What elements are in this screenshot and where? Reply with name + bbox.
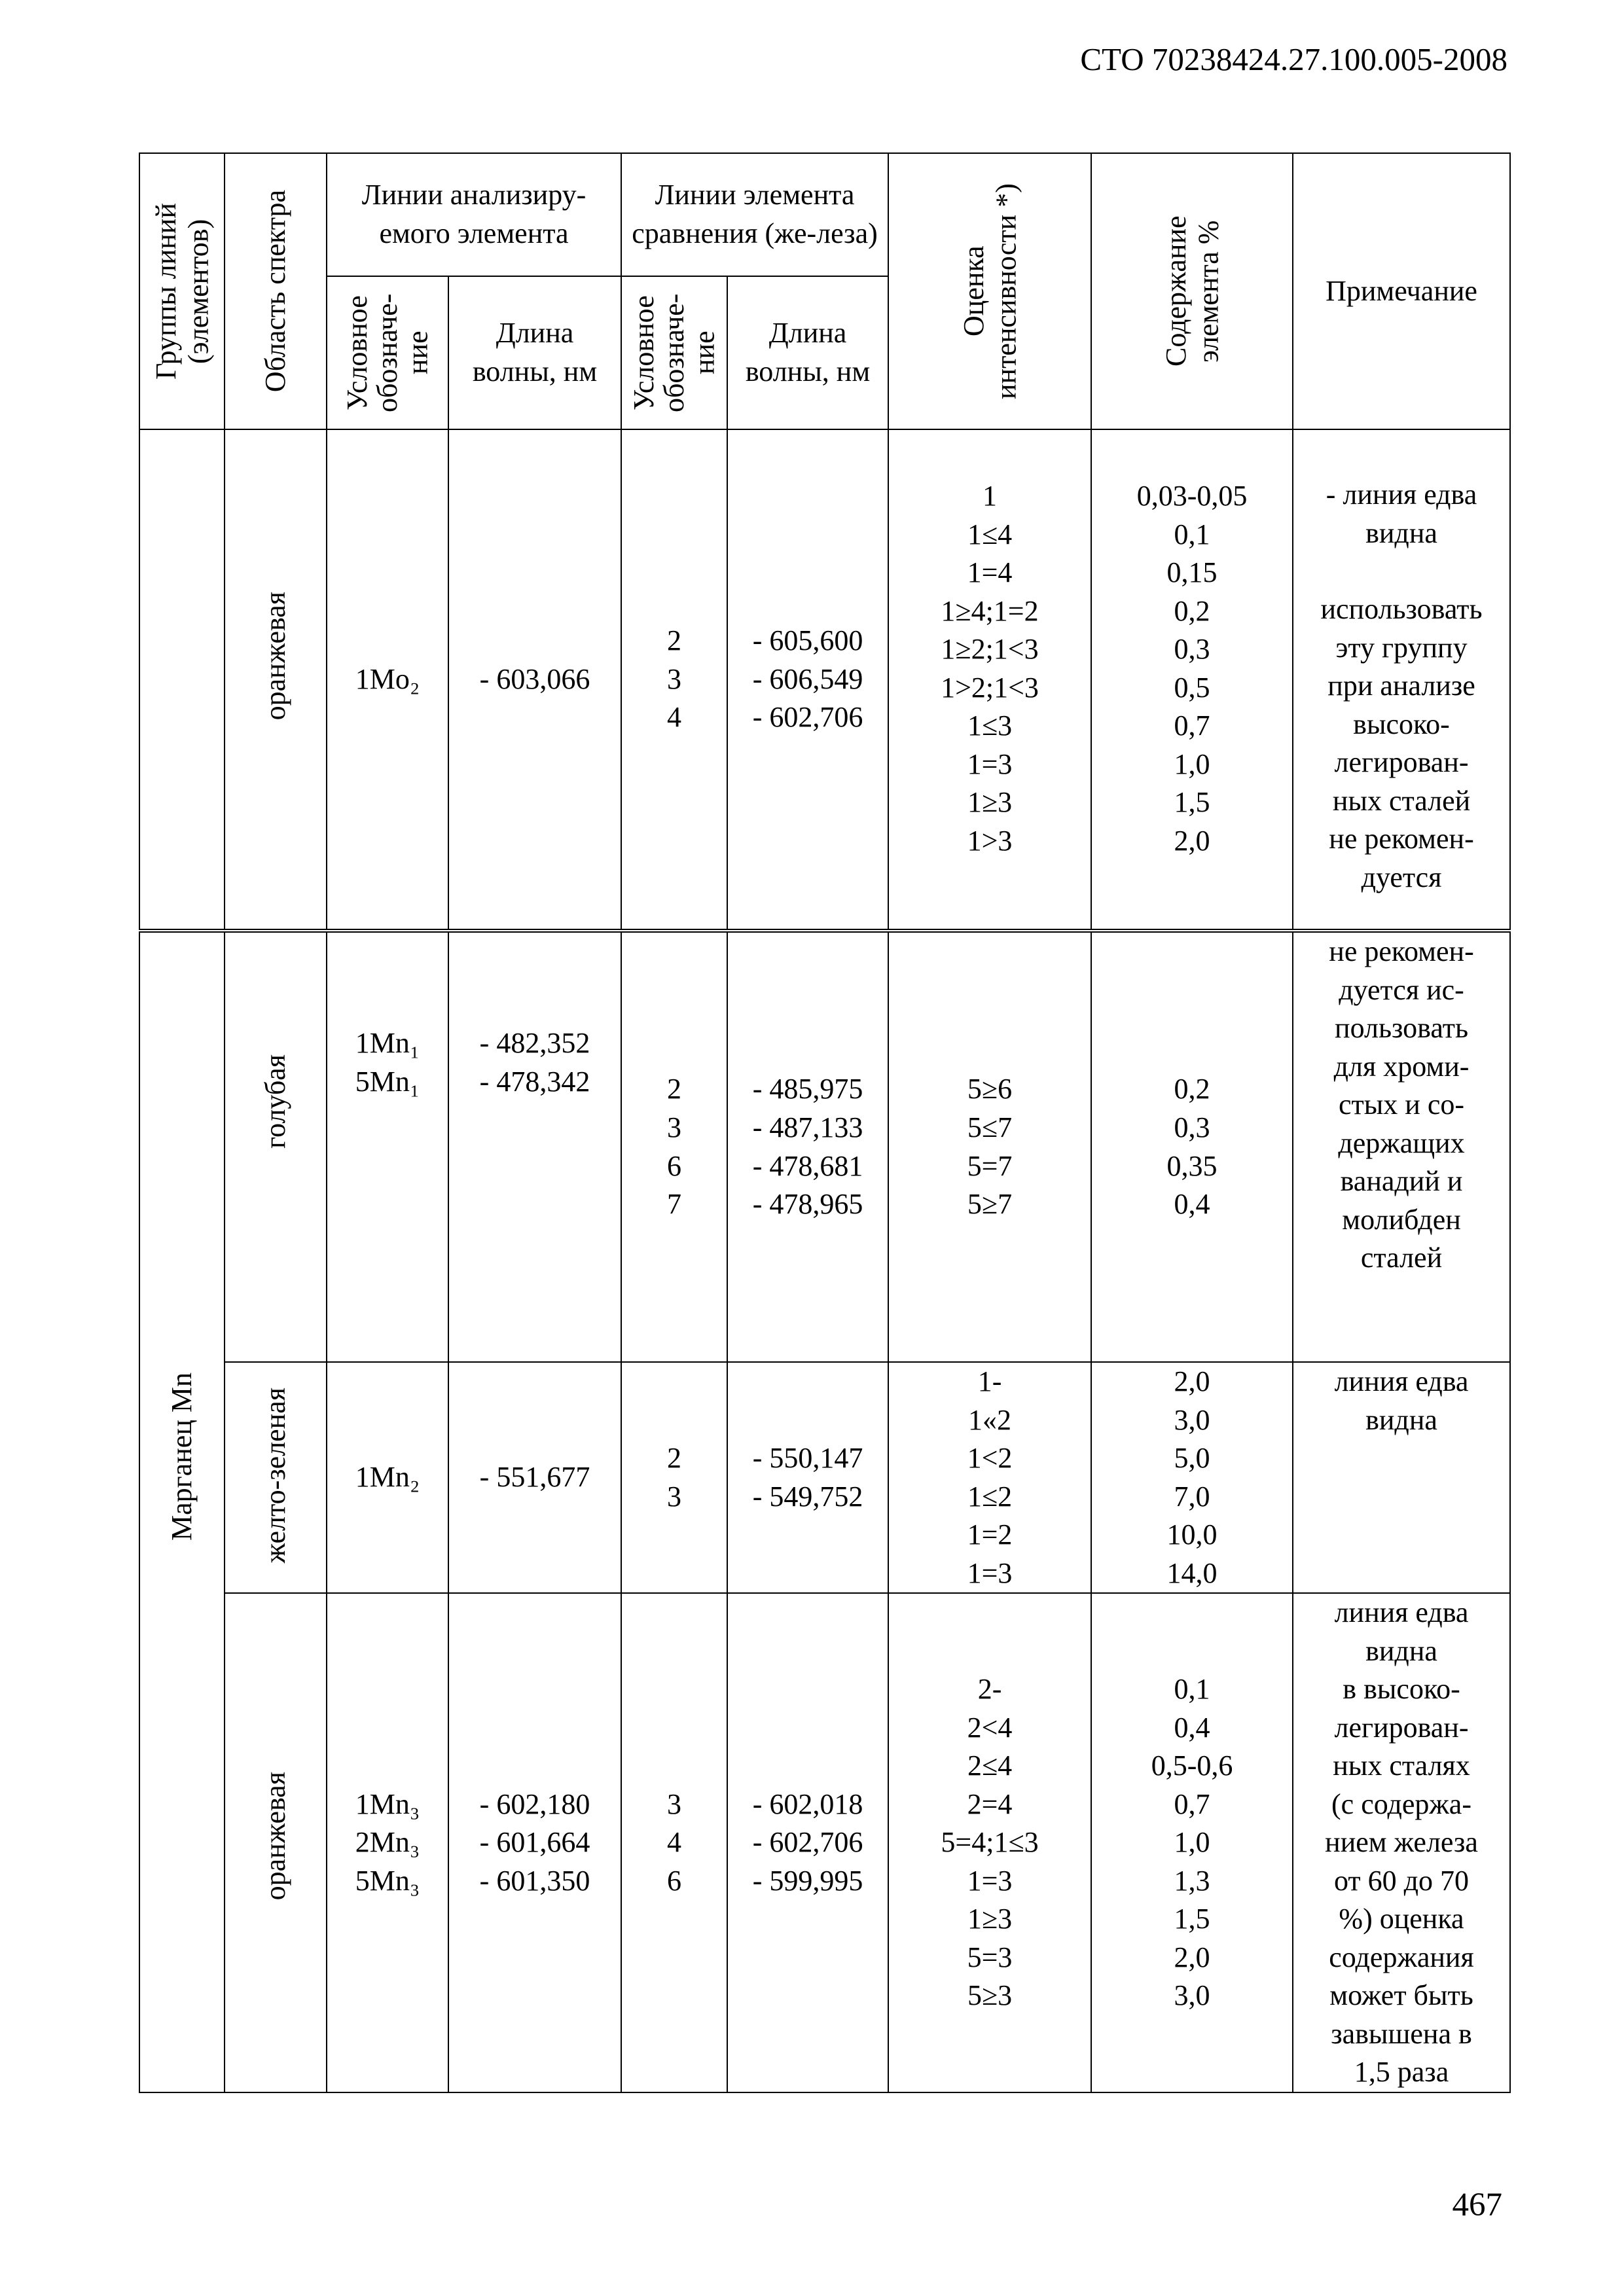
group-cell-manganese: Марганец Mn (139, 931, 225, 2092)
spectral-lines-table (139, 152, 1511, 2093)
designation-cell: 1Mo₂ (327, 429, 448, 931)
header-wavelength-analyzed: Длина волны, нм (448, 276, 621, 429)
group-cell-empty (139, 429, 225, 931)
intensity-cell: 1- 1«2 1<2 1≤2 1=2 1=3 (888, 1362, 1091, 1593)
table-row (139, 1593, 1510, 2092)
designation-cell: 1Mn₁ 5Mn₁ (327, 931, 448, 1362)
designation-cell: 1Mn₃ 2Mn₃ 5Mn₃ (327, 1593, 448, 2092)
comp-wavelength-cell: - 485,975 - 487,133 - 478,681 - 478,965 (727, 931, 888, 1362)
header-note: Примечание (1293, 153, 1510, 429)
comp-wavelength-cell: - 605,600 - 606,549 - 602,706 (727, 429, 888, 931)
header-group: Группы линий (элементов) (139, 153, 225, 429)
content-cell: 0,03-0,05 0,1 0,15 0,2 0,3 0,5 0,7 1,0 1,5 2,0 (1091, 429, 1293, 931)
wavelength-cell: - 551,677 (448, 1362, 621, 1593)
region-cell: желто-зеленая (225, 1362, 327, 1593)
note-cell: линия едва видна (1293, 1362, 1510, 1593)
table-row (139, 931, 1510, 1362)
header-designation: Условное обозначе-ние (327, 276, 448, 429)
comp-wavelength-cell: - 550,147 - 549,752 (727, 1362, 888, 1593)
intensity-cell: 5≥6 5≤7 5=7 5≥7 (888, 931, 1091, 1362)
wavelength-cell: - 603,066 (448, 429, 621, 931)
header-comparison-lines: Линии элемента сравнения (же-леза) (621, 153, 888, 276)
region-cell: оранжевая (225, 429, 327, 931)
content-cell: 0,1 0,4 0,5-0,6 0,7 1,0 1,3 1,5 2,0 3,0 (1091, 1593, 1293, 2092)
designation-cell: 1Mn₂ (327, 1362, 448, 1593)
header-designation-2: Условное обозначе-ние (621, 276, 727, 429)
comp-designation-cell: 2 3 4 (621, 429, 727, 931)
note-cell: линия едва видна в высоко- легирован- ных сталях (с содержа- нием железа от 60 до 70 %) оценка содержания может быть завышена в 1,5 раза (1293, 1593, 1510, 2092)
document-code: СТО 70238424.27.100.005-2008 (1080, 41, 1507, 77)
wavelength-cell: - 602,180 - 601,664 - 601,350 (448, 1593, 621, 2092)
header-analyzed-lines: Линии анализиру-емого элемента (327, 153, 621, 276)
content-cell: 2,0 3,0 5,0 7,0 10,0 14,0 (1091, 1362, 1293, 1593)
wavelength-cell: - 482,352 - 478,342 (448, 931, 621, 1362)
intensity-cell: 2- 2<4 2≤4 2=4 5=4;1≤3 1=3 1≥3 5=3 5≥3 (888, 1593, 1091, 2092)
header-content: Содержание элемента % (1091, 153, 1293, 429)
table-row (139, 1362, 1510, 1593)
note-cell: не рекомен- дуется ис- пользовать для хроми- стых и со- держащих ванадий и молибден сталей (1293, 931, 1510, 1362)
header-intensity: Оценка интенсивности *) (888, 153, 1091, 429)
header-region: Область спектра (225, 153, 327, 429)
page-number: 467 (1452, 2187, 1502, 2223)
comp-designation-cell: 2 3 6 7 (621, 931, 727, 1362)
comp-wavelength-cell: - 602,018 - 602,706 - 599,995 (727, 1593, 888, 2092)
region-cell: оранжевая (225, 1593, 327, 2092)
content-cell: 0,2 0,3 0,35 0,4 (1091, 931, 1293, 1362)
comp-designation-cell: 2 3 (621, 1362, 727, 1593)
table-row (139, 429, 1510, 931)
note-cell: - линия едва видна использовать эту группу при анализе высоко- легирован- ных сталей не рекомен- дуется (1293, 429, 1510, 931)
intensity-cell: 1 1≤4 1=4 1≥4;1=2 1≥2;1<3 1>2;1<3 1≤3 1=3 1≥3 1>3 (888, 429, 1091, 931)
region-cell: голубая (225, 931, 327, 1362)
comp-designation-cell: 3 4 6 (621, 1593, 727, 2092)
header-wavelength-compared: Длина волны, нм (727, 276, 888, 429)
